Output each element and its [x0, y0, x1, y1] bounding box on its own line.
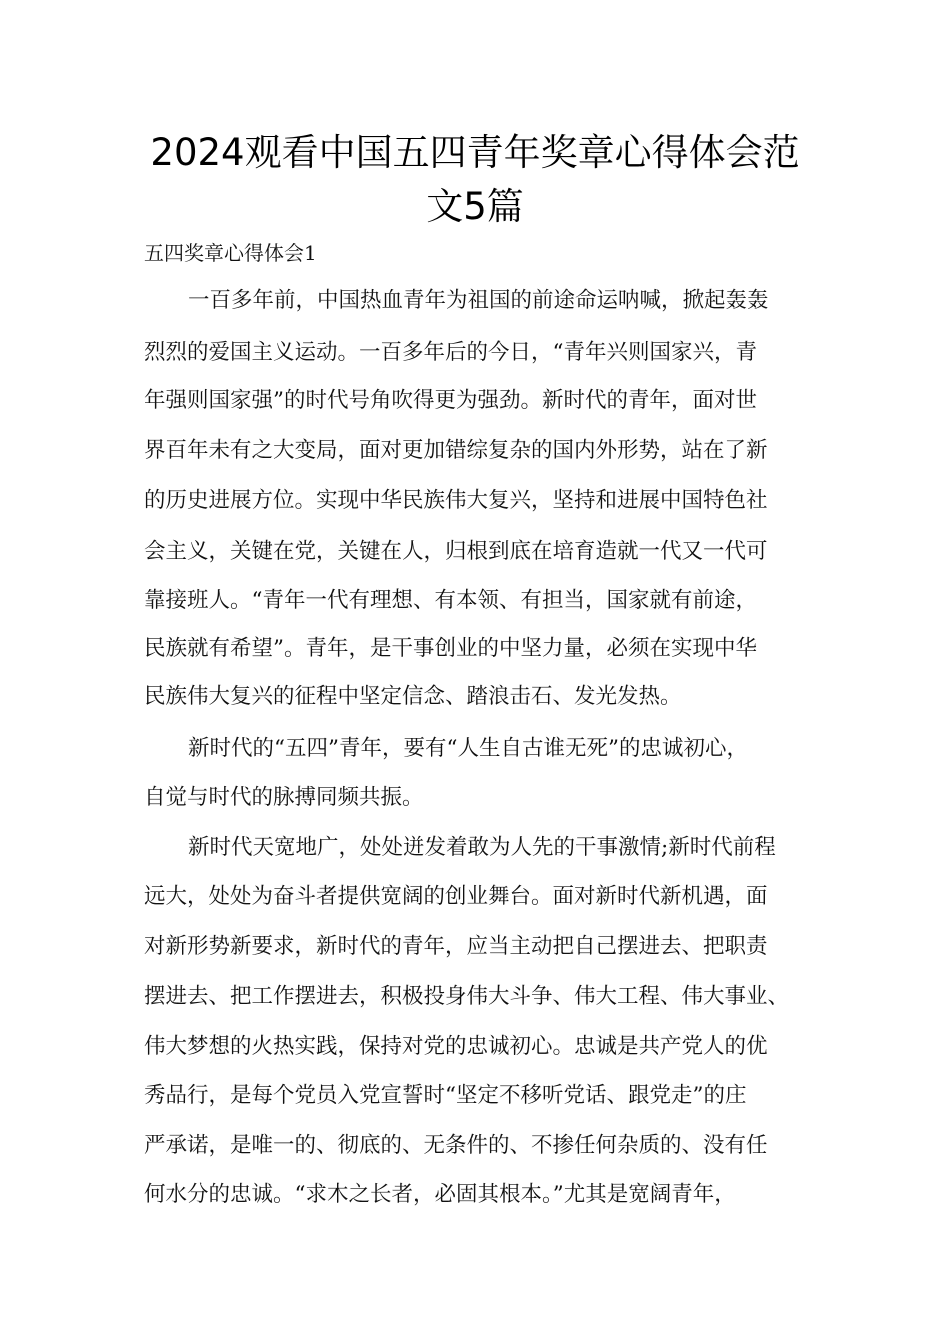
- paragraph-3-line: 严承诺，是唯一的、彻底的、无条件的、不掺任何杂质的、没有任: [144, 1133, 768, 1158]
- paragraph-3-line: 伟大梦想的火热实践，保持对党的忠诚初心。忠诚是共产党人的优: [144, 1034, 768, 1059]
- paragraph-1-line: 年强则国家强”的时代号角吹得更为强劲。新时代的青年，面对世: [144, 388, 757, 413]
- paragraph-1-line: 的历史进展方位。实现中华民族伟大复兴，坚持和进展中国特色社: [144, 488, 768, 513]
- paragraph-2-line: 新时代的“五四”青年，要有“人生自古谁无死”的忠诚初心，: [188, 736, 748, 761]
- paragraph-3-line: 新时代天宽地广，处处迸发着敢为人先的干事激情;新时代前程: [188, 835, 776, 860]
- paragraph-1-line: 界百年未有之大变局，面对更加错综复杂的国内外形势，站在了新: [144, 438, 768, 463]
- title-line: 文5篇: [426, 185, 524, 228]
- section-heading: 五四奖章心得体会1: [144, 241, 317, 265]
- paragraph-1-line: 会主义，关键在党，关键在人，归根到底在培育造就一代又一代可: [144, 539, 768, 564]
- paragraph-1-line: 民族伟大复兴的征程中坚定信念、踏浪击石、发光发热。: [144, 684, 682, 709]
- paragraph-1-line: 烈烈的爱国主义运动。一百多年后的今日，“青年兴则国家兴，青: [144, 340, 757, 365]
- paragraph-2-line: 自觉与时代的脉搏同频共振。: [144, 785, 424, 810]
- title-line: 2024观看中国五四青年奖章心得体会范: [150, 131, 800, 174]
- paragraph-3-line: 何水分的忠诚。“求木之长者，必固其根本。”尤其是宽阔青年，: [144, 1182, 736, 1207]
- paragraph-1-line: 一百多年前，中国热血青年为祖国的前途命运呐喊，掀起轰轰: [188, 288, 769, 313]
- paragraph-1-line: 靠接班人。“青年一代有理想、有本领、有担当，国家就有前途，: [144, 588, 757, 613]
- paragraph-3-line: 远大，处处为奋斗者提供宽阔的创业舞台。面对新时代新机遇，面: [144, 884, 768, 909]
- paragraph-1-line: 民族就有希望”。青年，是干事创业的中坚力量，必须在实现中华: [144, 636, 757, 661]
- paragraph-3-line: 摆进去、把工作摆进去，积极投身伟大斗争、伟大工程、伟大事业、: [144, 984, 790, 1009]
- document-title: [120, 126, 830, 234]
- paragraph-3-line: 对新形势新要求，新时代的青年，应当主动把自己摆进去、把职责: [144, 934, 768, 959]
- paragraph-3-line: 秀品行，是每个党员入党宣誓时“坚定不移听党话、跟党走”的庄: [144, 1083, 747, 1108]
